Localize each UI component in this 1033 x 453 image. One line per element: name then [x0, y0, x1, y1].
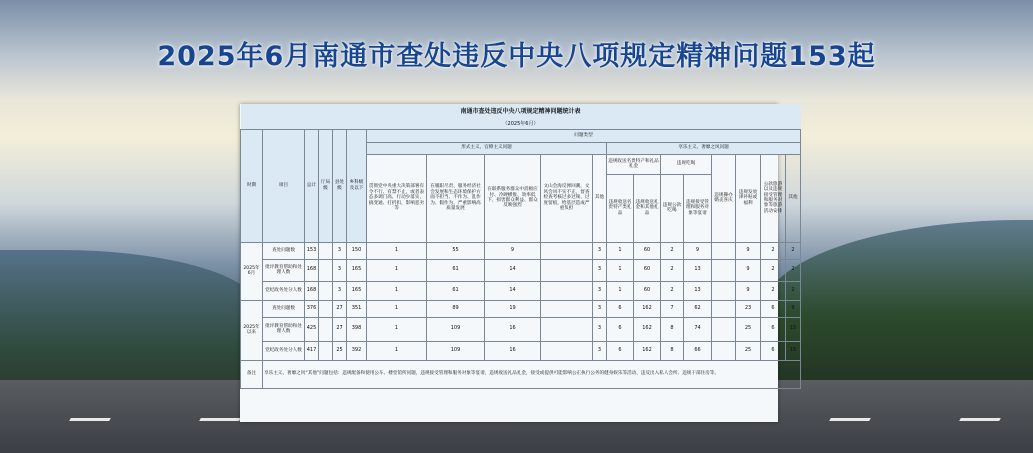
cell: 27 [333, 317, 347, 341]
cell: 66 [684, 341, 712, 360]
cell [319, 242, 333, 259]
cell: 15 [786, 317, 801, 341]
col-travel: 公款旅游以及违规接受管理和服务对象等旅游活动安排 [761, 154, 786, 242]
cell: 1 [367, 300, 427, 317]
table-row [241, 317, 801, 341]
cell: 3 [333, 281, 347, 300]
cell: 376 [305, 300, 319, 317]
cell: 1 [367, 281, 427, 300]
cell: 3 [593, 259, 607, 281]
col-gift-specialty: 违规收送名贵特产类礼品 [607, 174, 634, 242]
row-label: 查处问题数 [263, 300, 305, 317]
cell: 61 [427, 281, 485, 300]
col-eat-banquet: 违规接受管理和服务对象等宴请 [684, 174, 712, 242]
cell: 9 [736, 259, 761, 281]
col-allowance: 违规发放津补贴或福利 [736, 154, 761, 242]
cell: 13 [684, 281, 712, 300]
cell: 351 [347, 300, 367, 317]
cell: 109 [427, 317, 485, 341]
headline: 2025年6月南通市查处违反中央八项规定精神问题153起 [157, 41, 876, 72]
table-row [241, 259, 801, 281]
period-cell: 2025年以来 [241, 300, 263, 360]
note-text: 享乐主义、奢靡之风“其他”问题包括：违规配备和使用公车、楼堂馆所问题，违规接受管理和服务对象等宴请，违规收送礼品礼金，接受或提供可能影响公正执行公务的健身娱乐等活动、违反出入私人会所、违规干部住房等。 [263, 360, 801, 388]
cell: 6 [607, 341, 634, 360]
header-county-level: 县处级 [333, 129, 347, 242]
cell [541, 259, 593, 281]
statistics-table [240, 104, 801, 389]
cell: 60 [634, 242, 661, 259]
cell: 60 [634, 259, 661, 281]
cell [319, 341, 333, 360]
col-formalism-other: 其他 [593, 154, 607, 242]
cell [541, 317, 593, 341]
cell: 23 [736, 300, 761, 317]
row-label: 党纪政务处分人数 [263, 341, 305, 360]
col-formalism-1: 贯彻党中央重大决策部署有令不行、有禁不止，或者表态多调门高、行动少落实，搞变通、打折扣，影响恶劣等 [367, 154, 427, 242]
cell: 168 [305, 259, 319, 281]
cell: 2 [661, 281, 684, 300]
note-label: 备注 [241, 360, 263, 388]
cell: 3 [333, 242, 347, 259]
header-item: 项目 [263, 129, 305, 242]
cell: 392 [347, 341, 367, 360]
cell: 1 [607, 281, 634, 300]
table-subtitle: （2025年6月） [241, 120, 801, 129]
cell: 2 [786, 259, 801, 281]
cell [712, 281, 736, 300]
cell: 109 [427, 341, 485, 360]
cell [712, 259, 736, 281]
col-eat-public: 违规公款吃喝 [661, 174, 684, 242]
header-gift: 违规收送名贵特产和礼品礼金 [607, 154, 661, 174]
cell [541, 281, 593, 300]
cell: 74 [684, 317, 712, 341]
cell: 9 [485, 242, 541, 259]
cell: 25 [736, 341, 761, 360]
period-cell: 2025年6月 [241, 242, 263, 300]
cell: 398 [347, 317, 367, 341]
road-marking [69, 418, 111, 421]
cell: 89 [427, 300, 485, 317]
cell: 14 [485, 259, 541, 281]
cell: 13 [684, 259, 712, 281]
header-period: 时期 [241, 129, 263, 242]
cell: 25 [736, 317, 761, 341]
cell: 16 [485, 341, 541, 360]
header-problem-type: 问题类型 [367, 129, 801, 142]
cell: 8 [661, 341, 684, 360]
table-title: 南通市查处违反中央八项规定精神问题统计表 [241, 104, 801, 120]
cell: 2 [661, 242, 684, 259]
cell: 6 [607, 300, 634, 317]
row-label: 批评教育帮助和处理人数 [263, 259, 305, 281]
row-label: 查处问题数 [263, 242, 305, 259]
cell: 1 [367, 242, 427, 259]
cell: 3 [593, 317, 607, 341]
cell: 6 [607, 317, 634, 341]
road-marking [199, 418, 241, 421]
cell: 9 [684, 242, 712, 259]
header-eat: 违规吃喝 [661, 154, 712, 174]
cell [319, 259, 333, 281]
road-marking [959, 418, 1001, 421]
col-formalism-3: 在联系服务群众中消极应付、冷硬横推、效率低下，损害群众利益、群众反映强烈 [485, 154, 541, 242]
cell: 7 [661, 300, 684, 317]
cell: 417 [305, 341, 319, 360]
cell: 162 [634, 341, 661, 360]
cell: 25 [333, 341, 347, 360]
cell: 9 [736, 281, 761, 300]
cell: 3 [333, 259, 347, 281]
cell: 153 [305, 242, 319, 259]
header-city-level: 厅局级 [319, 129, 333, 242]
cell: 19 [485, 300, 541, 317]
row-label: 党纪政务处分人数 [263, 281, 305, 300]
cell [319, 317, 333, 341]
col-formalism-2: 在履职尽责、服务经济社会发展和生态环境保护方面不担当、不作为、乱作为、假作为，严重影响高质量发展 [427, 154, 485, 242]
cell [541, 341, 593, 360]
cell [319, 281, 333, 300]
cell: 162 [634, 300, 661, 317]
table-row [241, 281, 801, 300]
cell: 14 [485, 281, 541, 300]
cell: 162 [634, 317, 661, 341]
cell: 6 [761, 317, 786, 341]
cell: 425 [305, 317, 319, 341]
row-label: 批评教育帮助和处理人数 [263, 317, 305, 341]
table-row [241, 300, 801, 317]
cell: 1 [367, 341, 427, 360]
cell [541, 300, 593, 317]
header-township-level: 乡科级及以下 [347, 129, 367, 242]
col-hedonism-other: 其他 [786, 154, 801, 242]
note-row [241, 360, 801, 388]
header-hedonism: 享乐主义、奢靡之风问题 [607, 142, 801, 154]
cell: 8 [661, 317, 684, 341]
cell: 9 [736, 242, 761, 259]
cell: 3 [593, 341, 607, 360]
cell: 27 [333, 300, 347, 317]
cell [712, 300, 736, 317]
cell [712, 317, 736, 341]
header-formalism: 形式主义、官僚主义问题 [367, 142, 607, 154]
table-row [241, 341, 801, 360]
cell: 2 [761, 259, 786, 281]
cell [712, 341, 736, 360]
cell: 62 [684, 300, 712, 317]
cell: 2 [661, 259, 684, 281]
cell: 3 [593, 242, 607, 259]
cell: 2 [761, 281, 786, 300]
cell: 16 [485, 317, 541, 341]
cell [712, 242, 736, 259]
cell: 150 [347, 242, 367, 259]
cell: 6 [761, 300, 786, 317]
col-gift-money: 违规收送礼金和其他礼品 [634, 174, 661, 242]
cell: 61 [427, 259, 485, 281]
cell: 60 [634, 281, 661, 300]
cell: 3 [593, 281, 607, 300]
cell: 2 [786, 281, 801, 300]
table-row [241, 242, 801, 259]
col-formalism-4: 文山会海反弹回潮，文风会风不实不正，督查检查考核过多过频、过度留痕，给基层造成严重负担 [541, 154, 593, 242]
cell: 2 [761, 242, 786, 259]
cell: 1 [367, 317, 427, 341]
cell: 15 [786, 341, 801, 360]
cell: 9 [786, 300, 801, 317]
cell [541, 242, 593, 259]
road-marking [829, 418, 871, 421]
cell: 1 [607, 259, 634, 281]
header-total: 总计 [305, 129, 319, 242]
cell [319, 300, 333, 317]
cell: 3 [593, 300, 607, 317]
statistics-sheet [240, 104, 798, 422]
cell: 1 [367, 259, 427, 281]
cell: 168 [305, 281, 319, 300]
cell: 165 [347, 259, 367, 281]
cell: 6 [761, 341, 786, 360]
cell: 55 [427, 242, 485, 259]
cell: 2 [786, 242, 801, 259]
col-wedding-funeral: 违规操办婚丧喜庆 [712, 154, 736, 242]
cell: 165 [347, 281, 367, 300]
cell: 1 [607, 242, 634, 259]
